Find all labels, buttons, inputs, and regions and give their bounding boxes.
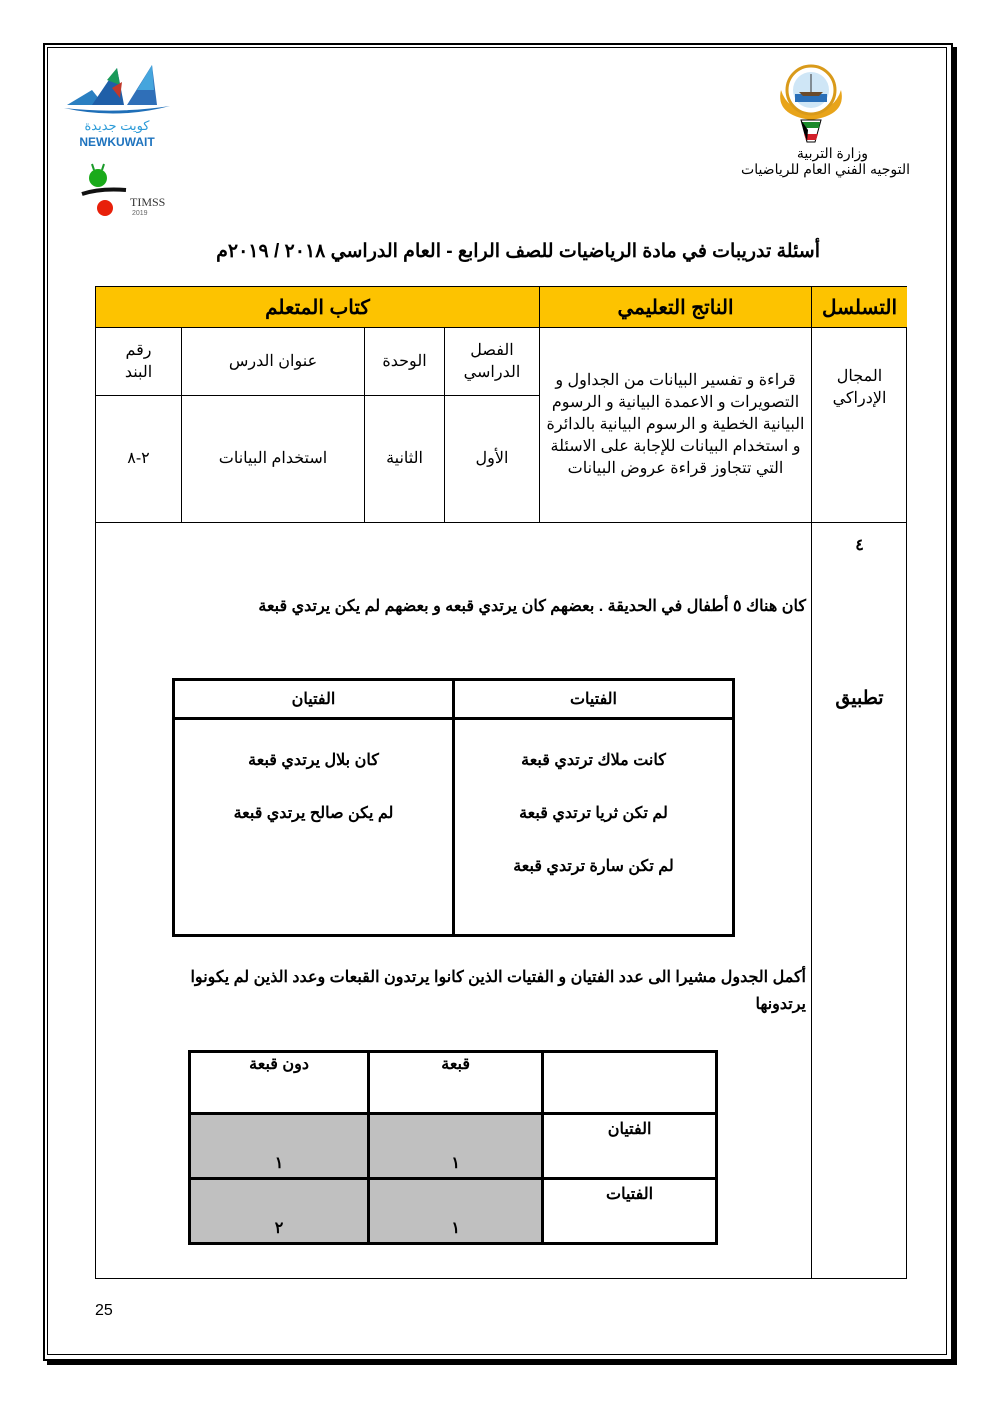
- department-name: التوجيه الفني العام للرياضيات: [741, 161, 910, 177]
- boys-header: الفتيان: [174, 680, 454, 719]
- question-instruction: أكمل الجدول مشيرا الى عدد الفتيان و الفتيات الذين كانوا يرتدون القبعات وعدد الذين لم يكونوا يرتدونها: [190, 969, 806, 1013]
- girls-no-hat-value[interactable]: ٢: [190, 1179, 369, 1244]
- cognitive-domain: المجال الإدراكي: [811, 327, 907, 522]
- girls-header: الفتيات: [454, 680, 734, 719]
- subheader-lesson-title: عنوان الدرس: [181, 327, 364, 395]
- girl-statement: لم تكن سارة ترتدي قبعة: [513, 858, 674, 875]
- ministry-text: [700, 145, 910, 177]
- header-learning-outcome: الناتج التعليمي: [539, 287, 811, 327]
- boy-statement: كان بلال يرتدي قبعة: [248, 752, 379, 769]
- timss-year: 2019: [132, 210, 148, 217]
- answer-corner-cell: [543, 1052, 717, 1114]
- boys-hat-value[interactable]: ١: [369, 1114, 543, 1179]
- boy-statement: لم يكن صالح يرتدي قبعة: [233, 805, 394, 822]
- boys-list: [174, 719, 454, 936]
- row-boys-label: الفتيان: [543, 1114, 717, 1179]
- emblem-icon: [775, 60, 847, 145]
- kuwait-emblem: [775, 60, 847, 145]
- timss-logo: [80, 160, 180, 220]
- subheader-semester: الفصل الدراسي: [444, 327, 539, 395]
- question-number: ٤: [855, 537, 864, 554]
- semester-value: الأول: [444, 395, 539, 522]
- answer-table: [188, 1050, 718, 1245]
- girl-statement: كانت ملاك ترتدي قبعة: [521, 752, 666, 769]
- timss-label: TIMSS: [130, 195, 166, 209]
- girl-statement: لم تكن ثريا ترتدي قبعة: [519, 805, 668, 822]
- question-side-cell: [811, 522, 907, 1278]
- subheader-unit: الوحدة: [364, 327, 444, 395]
- sail-icon: [62, 60, 172, 120]
- col-no-hat-header: دون قبعة: [190, 1052, 369, 1114]
- header-sequence: التسلسل: [811, 287, 907, 327]
- col-hat-header: قبعة: [369, 1052, 543, 1114]
- page-title: أسئلة تدريبات في مادة الرياضيات للصف الرابع - العام الدراسي ٢٠١٨ / ٢٠١٩م: [216, 241, 820, 262]
- row-girls-label: الفتيات: [543, 1179, 717, 1244]
- timss-figure-icon: [80, 160, 130, 220]
- question-intro: كان هناك ٥ أطفال في الحديقة . بعضهم كان يرتدي قبعه و بعضهم لم يكن يرتدي قبعة: [258, 598, 806, 615]
- logo-english-text: NEWKUWAIT: [79, 135, 155, 149]
- logo-arabic-text: كويت جديدة: [84, 118, 150, 133]
- question-level: تطبيق: [835, 688, 884, 709]
- lesson-title-value: استخدام البيانات: [181, 395, 364, 522]
- header-learner-book: كتاب المتعلم: [96, 287, 539, 327]
- boys-no-hat-value[interactable]: ١: [190, 1114, 369, 1179]
- item-number-value: ٢-٨: [96, 395, 181, 522]
- girls-list: [454, 719, 734, 936]
- subheader-item-number: رقم البند: [96, 327, 181, 395]
- ministry-name: وزارة التربية: [796, 145, 868, 161]
- girls-hat-value[interactable]: ١: [369, 1179, 543, 1244]
- unit-value: الثانية: [364, 395, 444, 522]
- page-number: 25: [95, 1302, 113, 1319]
- learning-outcome-text: قراءة و تفسير البيانات من الجداول و التصويرات و الاعمدة البيانية و الرسوم البيانية الخطية و الرسوم البيانية بالدائرة و استخدام البيانات للإجابة على الاسئلة التي تتجاوز قراءة عروض البيانات: [539, 327, 811, 522]
- new-kuwait-logo: [62, 60, 172, 152]
- kids-table: [172, 678, 735, 937]
